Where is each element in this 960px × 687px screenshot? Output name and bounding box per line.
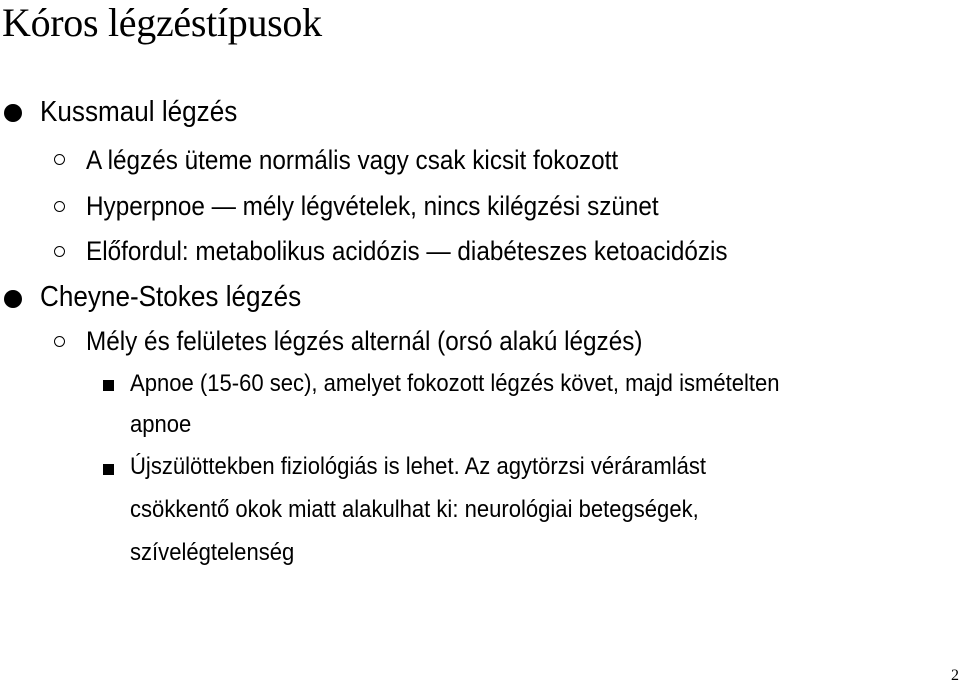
- sub-sub-item-apnoe-line2: apnoe: [130, 411, 192, 438]
- sub-item-legzes-uteme: A légzés üteme normális vagy csak kicsit fokozott: [86, 145, 619, 175]
- sub-item-mely-es-feluletes: Mély és felületes légzés alternál (orsó alakú légzés): [86, 326, 643, 356]
- disc-bullet-icon: [4, 290, 22, 308]
- circle-bullet-icon: [54, 201, 65, 212]
- bullet-item-cheyne-stokes: Cheyne-Stokes légzés: [40, 281, 302, 313]
- disc-bullet-icon: [4, 104, 22, 122]
- square-bullet-icon: [103, 464, 114, 475]
- page-number: 2: [951, 667, 959, 684]
- bullet-item-kussmaul: Kussmaul légzés: [40, 96, 238, 128]
- circle-bullet-icon: [54, 246, 65, 257]
- slide-title: Kóros légzéstípusok: [2, 0, 322, 45]
- sub-item-elofordul: Előfordul: metabolikus acidózis — diabéteszes ketoacidózis: [86, 236, 728, 266]
- circle-bullet-icon: [54, 336, 65, 347]
- circle-bullet-icon: [54, 154, 65, 165]
- sub-item-hyperpnoe: Hyperpnoe — mély légvételek, nincs kilégzési szünet: [86, 191, 659, 221]
- square-bullet-icon: [103, 380, 114, 391]
- sub-sub-item-ujszulottek-line1: Újszülöttekben fiziológiás is lehet. Az agytörzsi véráramlást: [130, 453, 707, 480]
- sub-sub-item-ujszulottek-line2: csökkentő okok miatt alakulhat ki: neurológiai betegségek,: [130, 496, 699, 523]
- sub-sub-item-apnoe-line1: Apnoe (15-60 sec), amelyet fokozott légzés követ, majd ismételten: [130, 370, 780, 397]
- sub-sub-item-ujszulottek-line3: szívelégtelenség: [130, 539, 295, 566]
